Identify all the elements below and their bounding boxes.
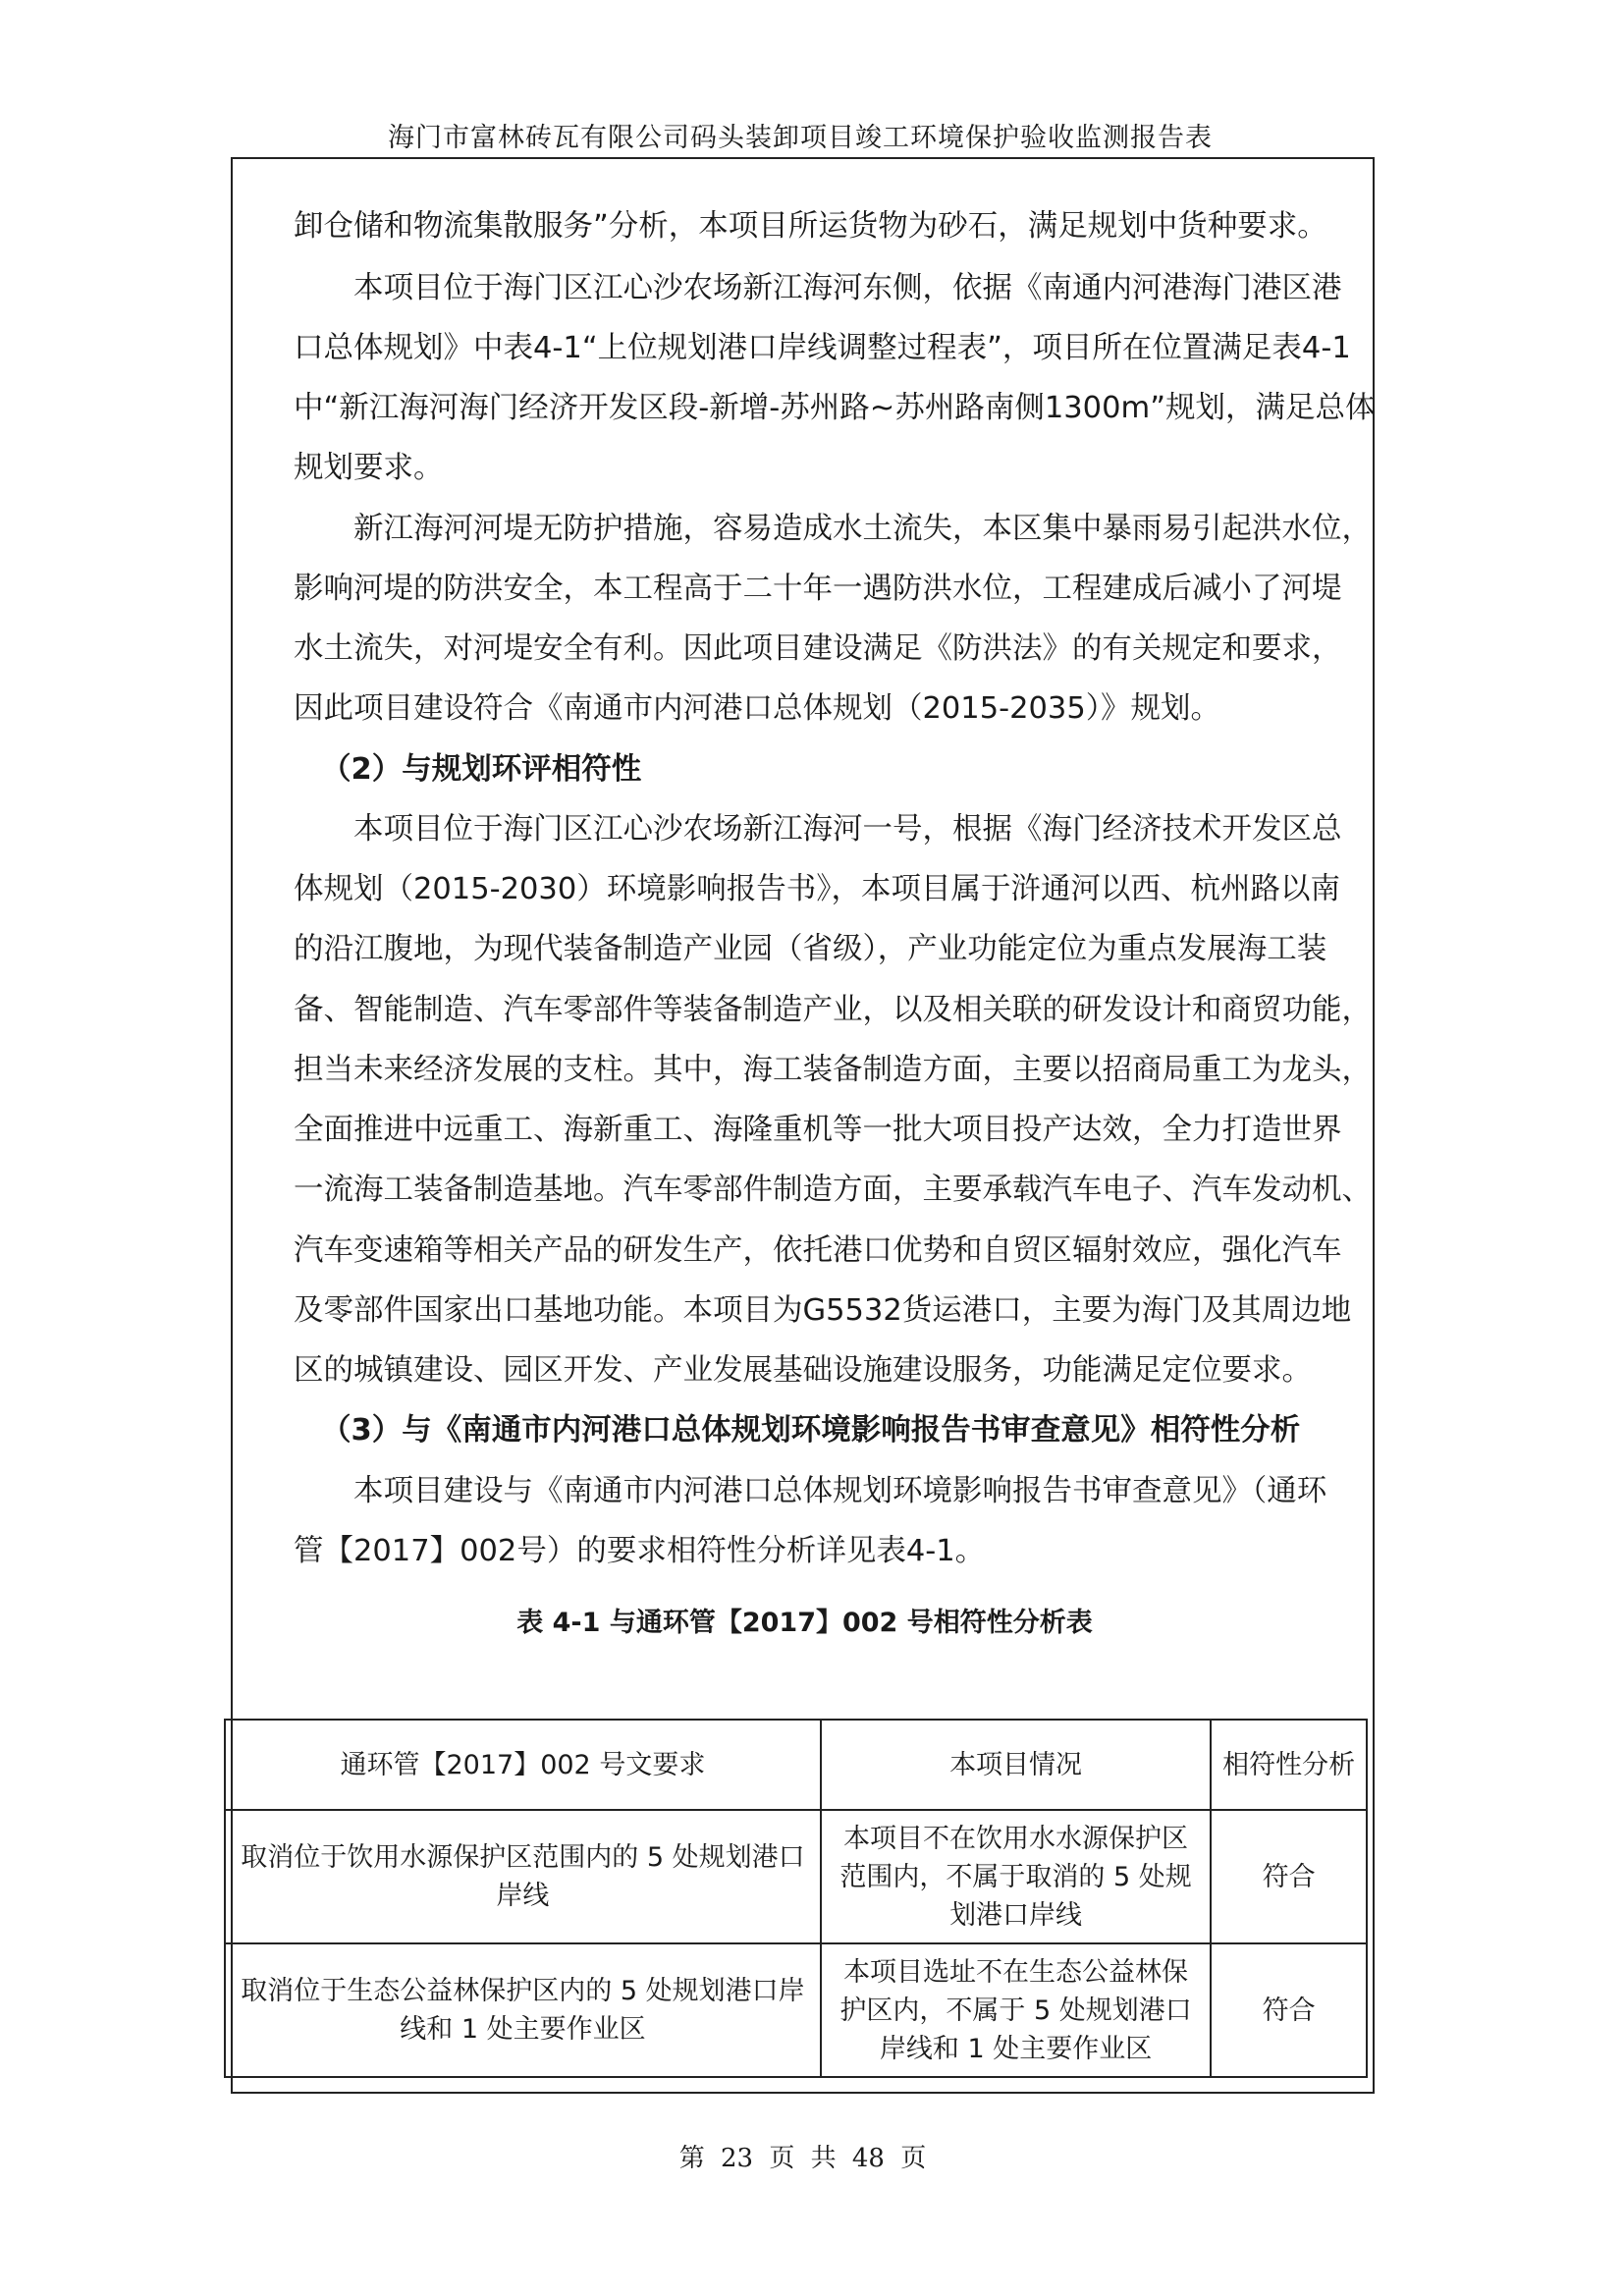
text-line: 因此项目建设符合《南通市内河港口总体规划（2015-2035）》规划。 [294, 691, 1220, 726]
section-heading-3: （3）与《南通市内河港口总体规划环境影响报告书审查意见》相符性分析 [321, 1413, 1301, 1448]
cell-result: 符合 [1211, 1810, 1367, 1943]
text-line: 全面推进中远重工、海新重工、海隆重机等一批大项目投产达效，全力打造世界 [294, 1113, 1342, 1147]
header-situation: 本项目情况 [821, 1720, 1212, 1810]
text-line: 一流海工装备制造基地。汽车零部件制造方面，主要承载汽车电子、汽车发动机、 [294, 1173, 1372, 1207]
text-line: 担当未来经济发展的支柱。其中，海工装备制造方面，主要以招商局重工为龙头， [294, 1053, 1372, 1087]
text-line: 中“新江海河海门经济开发区段-新增-苏州路~苏州路南侧1300m”规划，满足总体 [294, 391, 1376, 425]
table-caption: 表 4-1 与通环管【2017】002 号相符性分析表 [516, 1608, 1093, 1638]
header-requirement: 通环管【2017】002 号文要求 [225, 1720, 821, 1810]
text-line: 影响河堤的防洪安全，本工程高于二十年一遇防洪水位，工程建成后减小了河堤 [294, 572, 1342, 606]
cell-result: 符合 [1211, 1943, 1367, 2077]
header-result: 相符性分析 [1211, 1720, 1367, 1810]
text-line: 的沿江腹地，为现代装备制造产业园（省级），产业功能定位为重点发展海工装 [294, 932, 1327, 966]
text-line: 汽车变速箱等相关产品的研发生产，依托港口优势和自贸区辐射效应，强化汽车 [294, 1233, 1342, 1268]
text-line: 本项目建设与《南通市内河港口总体规划环境影响报告书审查意见》（通环 [353, 1474, 1327, 1508]
cell-situation: 本项目不在饮用水水源保护区范围内，不属于取消的 5 处规划港口岸线 [821, 1810, 1212, 1943]
report-header: 海门市富林砖瓦有限公司码头装卸项目竣工环境保护验收监测报告表 [388, 123, 1213, 153]
section-heading-2: （2）与规划环评相符性 [321, 752, 642, 787]
cell-requirement: 取消位于饮用水源保护区范围内的 5 处规划港口岸线 [225, 1810, 821, 1943]
text-line: 备、智能制造、汽车零部件等装备制造产业，以及相关联的研发设计和商贸功能， [294, 993, 1372, 1027]
text-line: 新江海河河堤无防护措施，容易造成水土流失，本区集中暴雨易引起洪水位， [353, 512, 1372, 546]
text-line: 卸仓储和物流集散服务”分析，本项目所运货物为砂石，满足规划中货种要求。 [294, 209, 1327, 244]
text-line: 体规划（2015-2030）环境影响报告书》，本项目属于浒通河以西、杭州路以南 [294, 872, 1340, 906]
text-line: 口总体规划》中表4-1“上位规划港口岸线调整过程表”，项目所在位置满足表4-1 [294, 331, 1351, 365]
compliance-table [224, 1719, 1368, 2078]
cell-situation: 本项目选址不在生态公益林保护区内，不属于 5 处规划港口岸线和 1 处主要作业区 [821, 1943, 1212, 2077]
text-line: 区的城镇建设、园区开发、产业发展基础设施建设服务，功能满足定位要求。 [294, 1353, 1312, 1388]
page-number: 第 23 页 共 48 页 [678, 2144, 927, 2173]
table-header-row [225, 1720, 1367, 1810]
text-line: 及零部件国家出口基地功能。本项目为G5532货运港口，主要为海门及其周边地 [294, 1293, 1352, 1328]
text-line: 规划要求。 [294, 451, 444, 485]
table-row [225, 1810, 1367, 1943]
table-row [225, 1943, 1367, 2077]
cell-requirement: 取消位于生态公益林保护区内的 5 处规划港口岸线和 1 处主要作业区 [225, 1943, 821, 2077]
text-line: 水土流失，对河堤安全有利。因此项目建设满足《防洪法》的有关规定和要求， [294, 631, 1342, 666]
text-line: 本项目位于海门区江心沙农场新江海河东侧，依据《南通内河港海门港区港 [353, 271, 1342, 305]
text-line: 管【2017】002号）的要求相符性分析详见表4-1。 [294, 1534, 986, 1568]
text-line: 本项目位于海门区江心沙农场新江海河一号，根据《海门经济技术开发区总 [353, 812, 1342, 847]
